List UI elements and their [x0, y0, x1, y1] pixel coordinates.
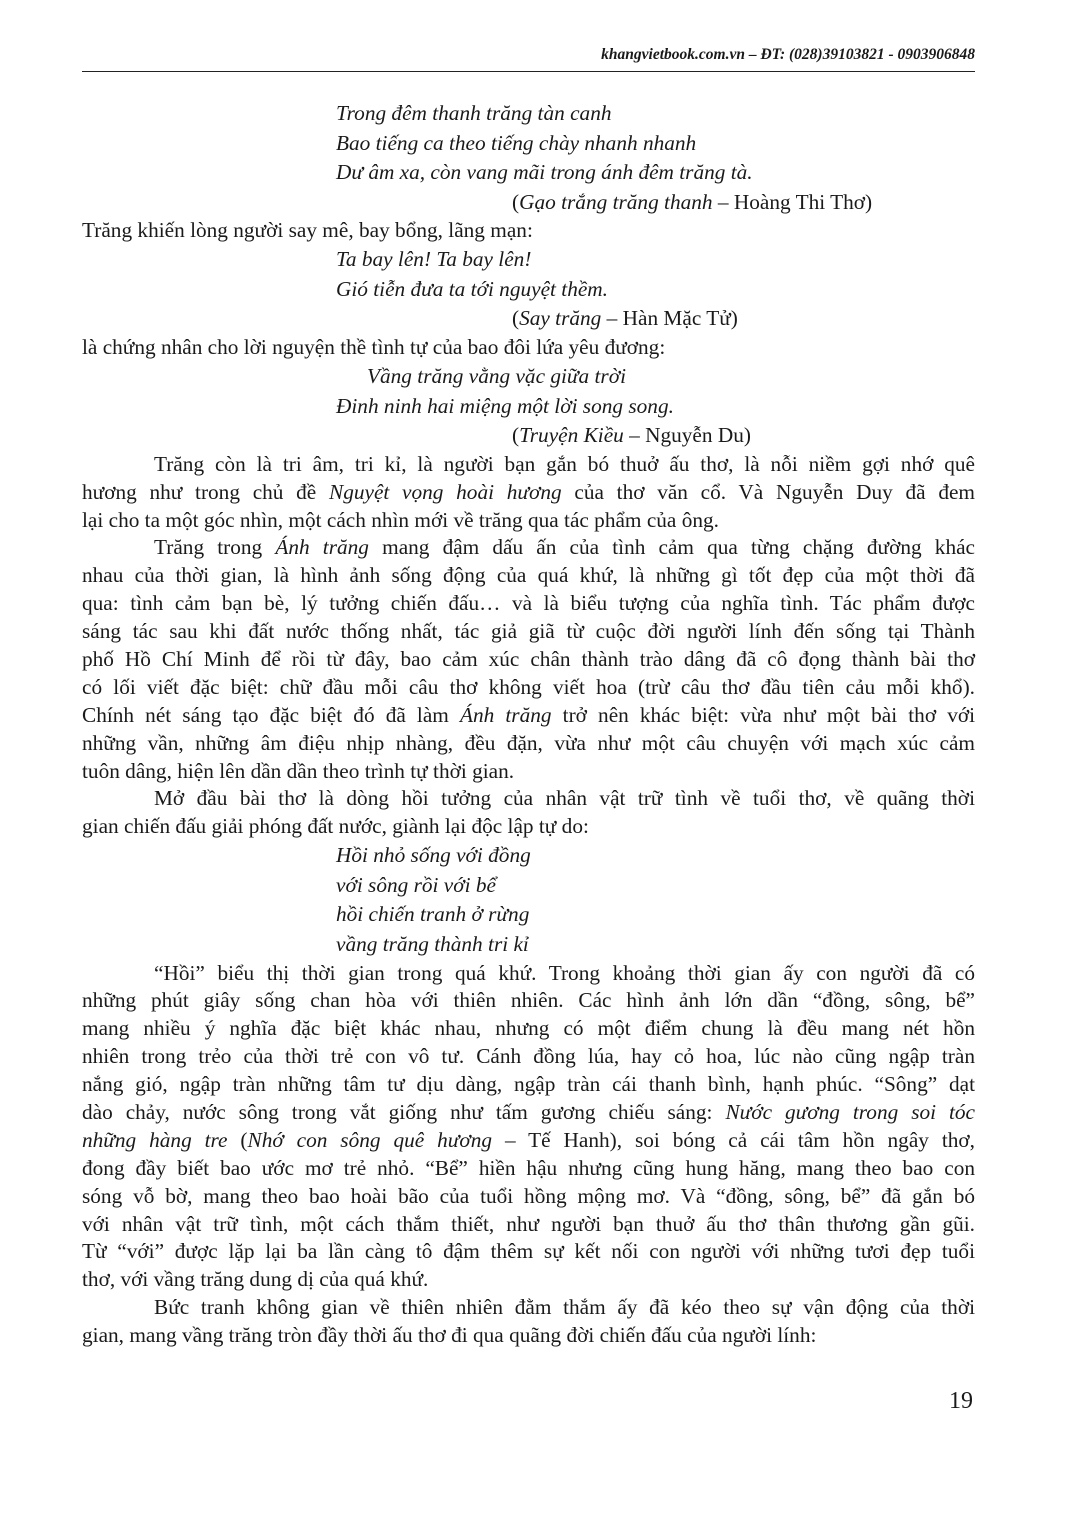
poem-line: Ta bay lên! Ta bay lên!: [336, 247, 532, 272]
citation-author: Hàn Mặc Tử: [622, 306, 731, 331]
text-line: nhau của thời gian, là hình ảnh sống động của quá khứ, là những gì tốt đẹp của một thời đã: [82, 563, 975, 588]
text-line: những phút giây sống chan hòa với thiên nhiên. Các hình ảnh lớn dần “đồng, sông, bể”: [82, 988, 975, 1013]
text-line: có lối viết đặc biệt: chữ đầu mỗi câu thơ không viết hoa (trừ câu thơ đầu tiên cảu mỗi khổ).: [82, 674, 975, 699]
citation-work: Truyện Kiều: [519, 423, 624, 448]
text-line: qua: tình cảm bạn bè, lý tưởng chiến đấu… và là biểu tượng của nghĩa tình. Tác phẩm được: [82, 591, 975, 616]
text-line: nắng gió, ngập tràn những tâm tư dịu dàng, ngập tràn cái thanh bình, hạnh phúc. “Sông” dạt: [82, 1072, 975, 1097]
poem-line: với sông rồi với bể: [336, 872, 496, 897]
text-line: sóng vỗ bờ, mang theo bao hoài bão của tuổi hồng mộng mơ. Và “đồng, sông, bể” đã gắn bó: [82, 1183, 975, 1208]
text-line: gian, mang vầng trăng tròn đầy thời ấu thơ đi qua quãng đời chiến đấu của người lính:: [82, 1323, 817, 1348]
text-line: Từ “với” được lặp lại ba lần càng tô đậm thêm sự kết nối con người với những tươi đẹp tuổi: [82, 1239, 975, 1264]
paragraph-2: [82, 534, 975, 785]
text-line: sáng tác sau khi đất nước thống nhất, tác giả giã từ cuộc đời người lính đến sống tại Thành: [82, 619, 975, 644]
page-header: [82, 45, 975, 72]
poem-3: [82, 362, 975, 451]
italic-title: Nguyệt vọng hoài hương: [328, 479, 562, 504]
italic-title: Ánh trăng: [459, 702, 552, 727]
text-line: đong đầy biết bao ước mơ trẻ nhỏ. “Bể” hiền hậu nhưng cũng hung hăng, mang theo bao con: [82, 1155, 975, 1180]
intro-line: Trăng khiến lòng người say mê, bay bổng, lãng mạn:: [82, 218, 533, 243]
citation-work: Say trăng: [519, 306, 602, 331]
poem-citation: (Truyện Kiều – Nguyễn Du): [512, 423, 751, 448]
header-text: khangvietbook.com.vn – ĐT: (028)39103821 - 0903906848: [601, 46, 975, 63]
page-number: 19: [949, 1388, 973, 1414]
citation-author: Nguyễn Du: [645, 423, 744, 448]
text-line: “Hồi” biểu thị thời gian trong quá khứ. Trong khoảng thời gian ấy con người đã có: [154, 960, 975, 985]
poem-line: Gió tiễn đưa ta tới nguyệt thềm.: [336, 276, 608, 301]
text-line: tuôn dâng, hiện lên dần dần theo trình tự thời gian.: [82, 758, 515, 783]
text-line: với nhân vật trữ tình, một cách thắm thiết, như người bạn thuở ấu thơ thân thương gần gũi.: [82, 1211, 975, 1236]
text-line: hương như trong chủ đề Nguyệt vọng hoài hương của thơ văn cổ. Và Nguyễn Duy đã đem: [82, 479, 975, 504]
poem-citation: (Say trăng – Hàn Mặc Tử): [512, 306, 738, 331]
paragraph-5: [82, 1294, 975, 1350]
poem-line: Hồi nhỏ sống với đồng: [336, 843, 531, 868]
italic-title: Ánh trăng: [275, 535, 369, 560]
poem-citation: (Gạo trắng trăng thanh – Hoàng Thi Thơ): [512, 189, 873, 214]
poem-line: Dư âm xa, còn vang mãi trong ánh đêm trăng tà.: [336, 160, 753, 185]
italic-title: Nhớ con sông quê hương: [247, 1127, 493, 1152]
text-line: Trăng trong Ánh trăng mang đậm dấu ấn của tình cảm qua từng chặng đường khác: [154, 535, 976, 560]
poem-line: Trong đêm thanh trăng tàn canh: [336, 101, 612, 125]
text-line: gian chiến đấu giải phóng đất nước, giành lại độc lập tự do:: [82, 814, 589, 839]
text-line: Trăng còn là tri âm, tri kỉ, là người bạn gắn bó thuở ấu thơ, là nỗi niềm gợi nhớ quê: [154, 451, 975, 476]
poem-1: [82, 99, 975, 217]
poem-line: hồi chiến tranh ở rừng: [336, 902, 530, 927]
paragraph-4: [82, 960, 975, 1295]
poem-line: Đinh ninh hai miệng một lời song song.: [336, 393, 674, 418]
text-line: nhiên trong trẻo của thời trẻ con vô tư. Cánh đồng lúa, hay cỏ hoa, lúc nào cũng ngập tràn: [82, 1044, 975, 1069]
poem-4: [82, 841, 975, 959]
paragraph-1: [82, 451, 975, 535]
poem-2: [82, 245, 975, 334]
text-line: phố Hồ Chí Minh để rồi từ đây, bao cảm xúc chân thành trào dâng đã cô đọng thành bài thơ: [82, 646, 975, 671]
poem-line: vầng trăng thành tri kỉ: [336, 931, 529, 956]
paragraph-3: [82, 785, 975, 841]
text-line: những hàng tre (Nhớ con sông quê hương – Tế Hanh), soi bóng cả cái tâm hồn ngây thơ,: [82, 1127, 975, 1152]
text-line: thơ, với vầng trăng dung dị của quá khứ.: [82, 1267, 429, 1292]
text-line: Mở đầu bài thơ là dòng hồi tưởng của nhân vật trữ tình về tuổi thơ, về quãng thời: [154, 786, 975, 811]
italic-quote: những hàng tre: [82, 1127, 228, 1152]
text-line: dào chảy, nước sông trong vắt giống như tấm gương chiếu sáng: Nước gương trong soi tóc: [82, 1100, 976, 1125]
text-line: Chính nét sáng tạo đặc biệt đó đã làm Ánh trăng trở nên khác biệt: vừa như một bài thơ với: [82, 702, 976, 727]
poem-line: Vầng trăng vằng vặc giữa trời: [367, 363, 626, 388]
text-line: những vần, những âm điệu nhịp nhàng, đều đặn, vừa như một câu chuyện với mạch xúc cảm: [82, 730, 975, 755]
text-line: mang nhiều ý nghĩa đặc biệt khác nhau, nhưng có một điểm chung là đều mang nét hồn: [82, 1016, 975, 1041]
poem-line: Bao tiếng ca theo tiếng chày nhanh nhanh: [336, 130, 697, 155]
text-line: Bức tranh không gian về thiên nhiên đằm thắm ấy đã kéo theo sự vận động của thời: [154, 1295, 975, 1320]
citation-author: Hoàng Thi Thơ: [733, 189, 866, 214]
page-body: [82, 99, 975, 1350]
italic-quote: Nước gương trong soi tóc: [725, 1100, 976, 1125]
intro-line: là chứng nhân cho lời nguyện thề tình tự của bao đôi lứa yêu đương:: [82, 335, 666, 360]
text-line: lại cho ta một góc nhìn, một cách nhìn mới về trăng qua tác phẩm của ông.: [82, 507, 719, 532]
citation-work: Gạo trắng trăng thanh: [519, 189, 713, 214]
